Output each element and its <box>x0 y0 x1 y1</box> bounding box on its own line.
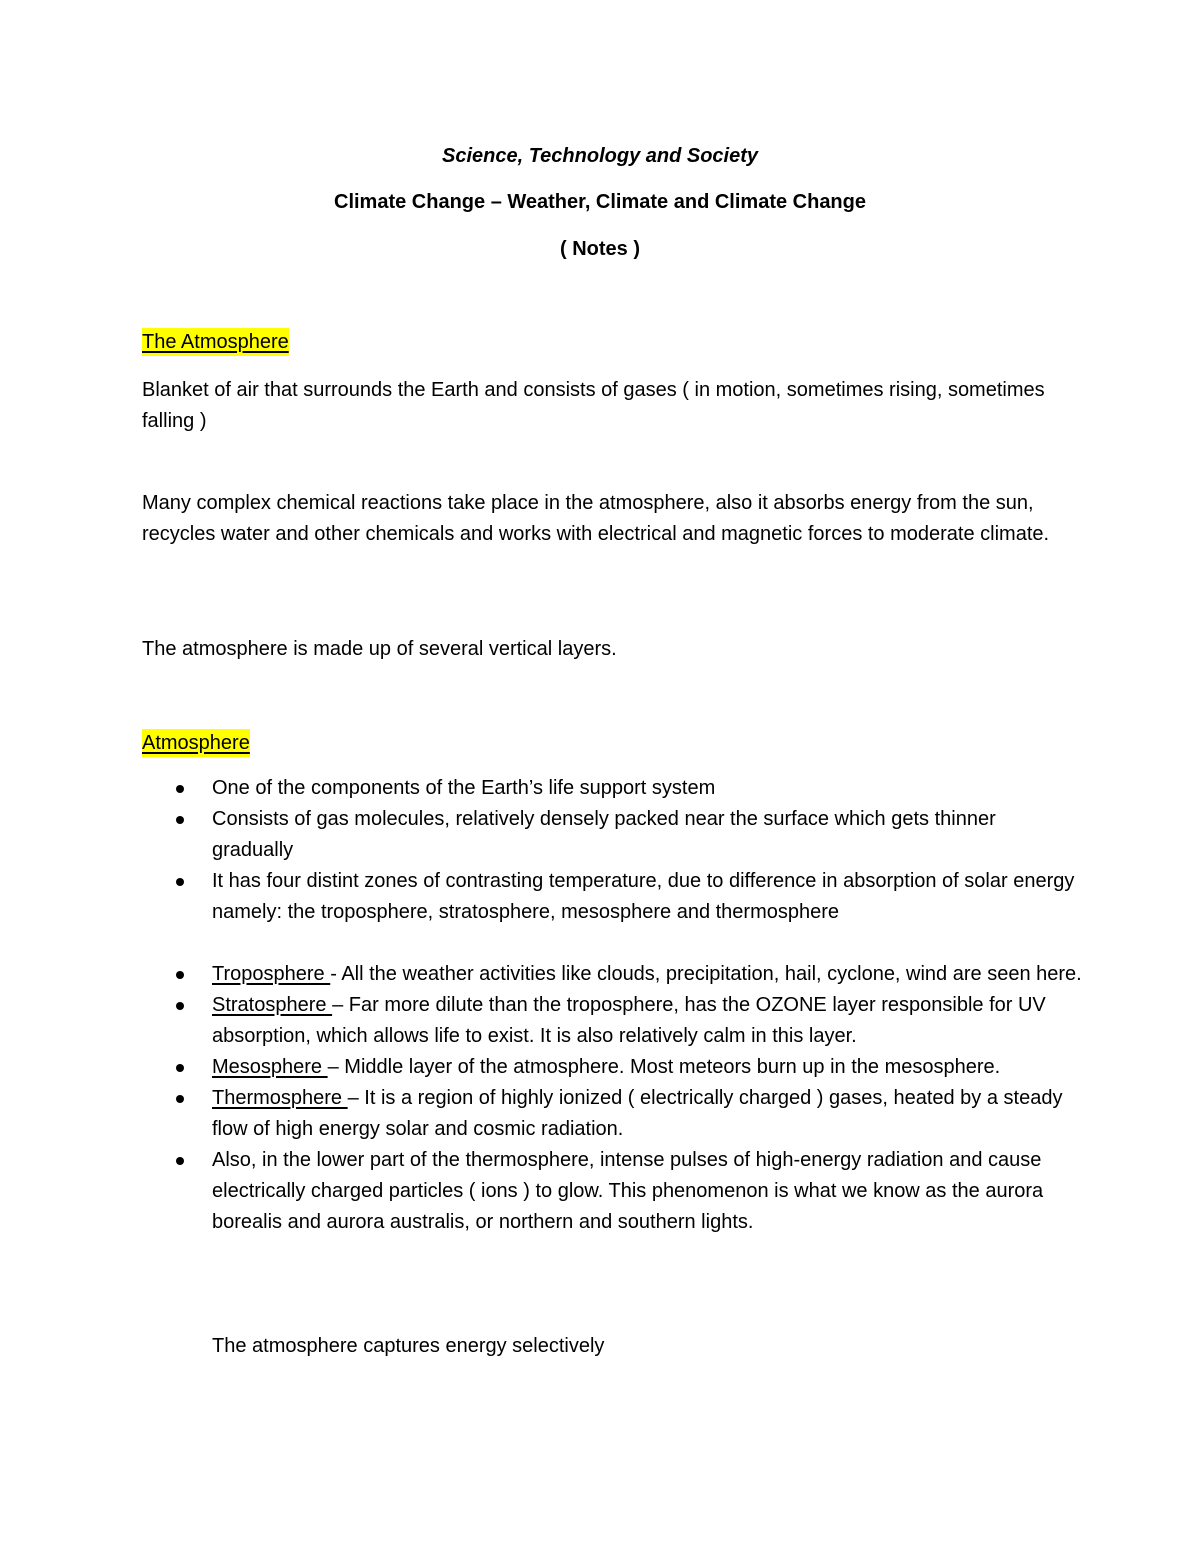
list-item-text: Also, in the lower part of the thermosphere, intense pulses of high-energy radiation and cause electrically charged particles ( ions ) to glow. This phenomenon is what we know as the aurora borealis and aurora australis, or northern and southern lights. <box>212 1149 1044 1233</box>
section-heading-atmosphere: Atmosphere <box>142 729 250 757</box>
document-title: Climate Change – Weather, Climate and Climate Change <box>334 191 866 213</box>
term-troposphere: Troposphere <box>212 963 331 985</box>
bullet-icon <box>176 1095 184 1103</box>
bullet-icon <box>176 1064 184 1072</box>
list-item-text: - All the weather activities like clouds, precipitation, hail, cyclone, wind are seen here. <box>330 963 1082 985</box>
list-item-mesosphere <box>142 1052 1082 1083</box>
list-item-aurora <box>142 1145 1082 1238</box>
list-item-text: Consists of gas molecules, relatively densely packed near the surface which gets thinner gradually <box>212 808 996 861</box>
list-item-thermosphere <box>142 1083 1082 1145</box>
term-thermosphere: Thermosphere <box>212 1087 348 1109</box>
list-item-stratosphere <box>142 990 1082 1052</box>
paragraph-atmosphere-definition: Blanket of air that surrounds the Earth and consists of gases ( in motion, sometimes rising, sometimes falling ) <box>142 379 1045 432</box>
bullet-icon <box>176 971 184 979</box>
list-item <box>142 804 1082 866</box>
list-item <box>142 773 1082 804</box>
notes-label: ( Notes ) <box>560 238 640 260</box>
list-item <box>142 866 1082 928</box>
bullet-icon <box>176 816 184 824</box>
list-item-text: – Middle layer of the atmosphere. Most meteors burn up in the mesosphere. <box>327 1056 1001 1078</box>
list-item-text: One of the components of the Earth’s life support system <box>212 777 716 799</box>
bullet-icon <box>176 1002 184 1010</box>
list-item-text: – It is a region of highly ionized ( electrically charged ) gases, heated by a steady flow of high energy solar and cosmic radiation. <box>212 1087 1063 1140</box>
bullet-icon <box>176 878 184 886</box>
closing-line: The atmosphere captures energy selectively <box>212 1335 605 1357</box>
list-item-troposphere <box>142 959 1082 990</box>
paragraph-vertical-layers: The atmosphere is made up of several vertical layers. <box>142 638 617 660</box>
term-mesosphere: Mesosphere <box>212 1056 328 1078</box>
section-heading-the-atmosphere: The Atmosphere <box>142 328 289 356</box>
paragraph-chemical-reactions: Many complex chemical reactions take place in the atmosphere, also it absorbs energy from the sun, recycles water and other chemicals and works with electrical and magnetic forces to moderate climate. <box>142 492 1050 545</box>
bullet-icon <box>176 785 184 793</box>
atmosphere-bullet-list <box>142 773 1082 1238</box>
bullet-icon <box>176 1157 184 1165</box>
document-subject: Science, Technology and Society <box>441 145 758 167</box>
term-stratosphere: Stratosphere <box>212 994 333 1016</box>
list-item-text: – Far more dilute than the troposphere, has the OZONE layer responsible for UV absorption, which allows life to exist. It is also relatively calm in this layer. <box>212 994 1046 1047</box>
list-item-text: It has four distint zones of contrasting temperature, due to difference in absorption of solar energy namely: the troposphere, stratosphere, mesosphere and thermosphere <box>212 870 1075 923</box>
